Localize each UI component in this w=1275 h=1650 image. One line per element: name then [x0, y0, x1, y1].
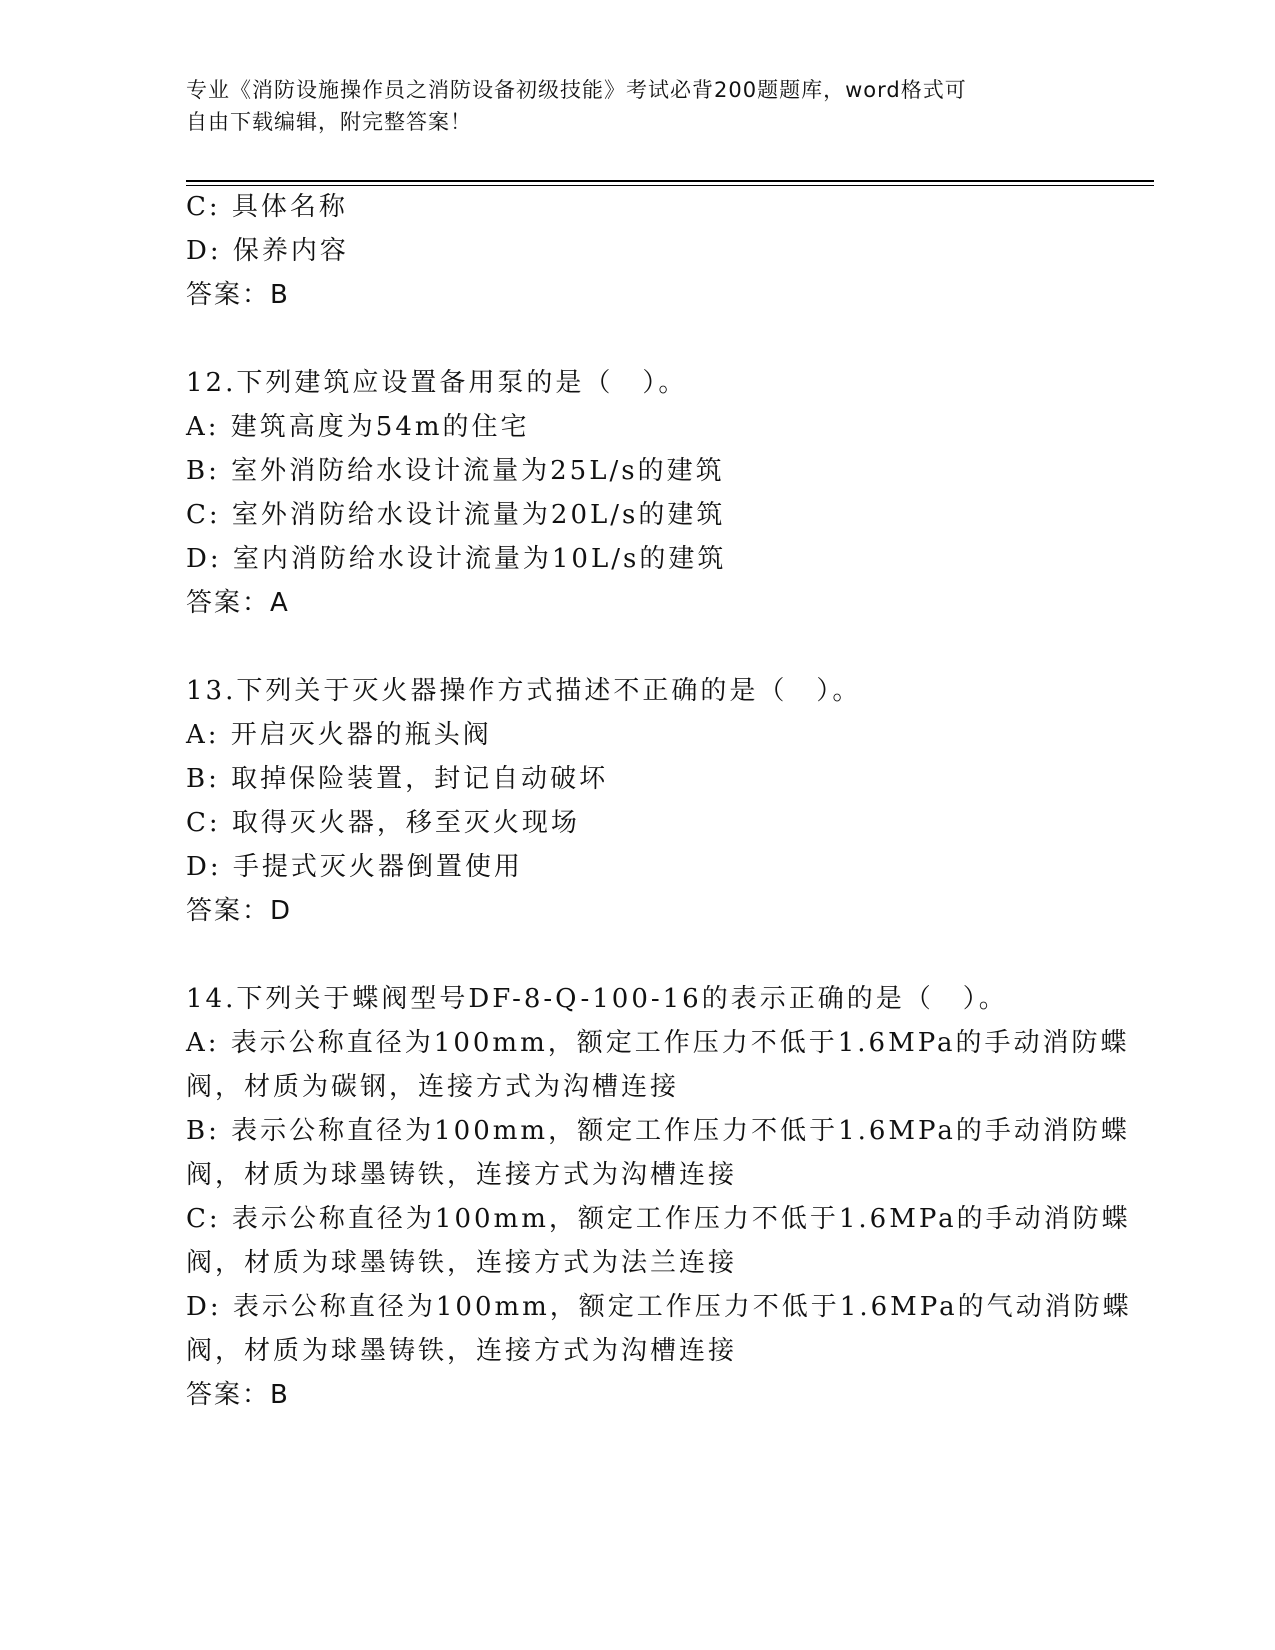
prev-option-d: D: 保养内容 — [186, 236, 349, 266]
prev-option-c: C: 具体名称 — [186, 192, 348, 222]
prev-answer: 答案：B — [186, 280, 290, 310]
q13-option-d: D: 手提式灭火器倒置使用 — [186, 852, 523, 882]
q14-stem: 14.下列关于蝶阀型号DF-8-Q-100-16的表示正确的是（ ）。 — [186, 984, 1008, 1014]
q13-option-a: A: 开启灭火器的瓶头阀 — [186, 720, 492, 750]
q14-option-c-line-1: C: 表示公称直径为100mm，额定工作压力不低于1.6MPa的手动消防蝶 — [186, 1204, 1131, 1234]
q12-option-c: C: 室外消防给水设计流量为20L/s的建筑 — [186, 500, 726, 530]
q12-option-a: A: 建筑高度为54m的住宅 — [186, 412, 530, 442]
q12-option-d: D: 室内消防给水设计流量为10L/s的建筑 — [186, 544, 727, 574]
q14-answer: 答案：B — [186, 1380, 290, 1410]
q13-answer: 答案：D — [186, 896, 293, 926]
q13-stem: 13.下列关于灭火器操作方式描述不正确的是（ ）。 — [186, 676, 862, 706]
q14-option-a-line-2: 阀，材质为碳钢，连接方式为沟槽连接 — [186, 1072, 680, 1102]
q14-option-b-line-2: 阀，材质为球墨铸铁，连接方式为沟槽连接 — [186, 1160, 738, 1190]
q14-option-d-line-1: D: 表示公称直径为100mm，额定工作压力不低于1.6MPa的气动消防蝶 — [186, 1292, 1132, 1322]
page-header — [186, 74, 1086, 138]
q12-stem: 12.下列建筑应设置备用泵的是（ ）。 — [186, 368, 688, 398]
q12-answer: 答案：A — [186, 588, 290, 618]
header-line-1: 专业《消防设施操作员之消防设备初级技能》考试必背200题题库，word格式可 — [186, 78, 967, 102]
q14-option-c-line-2: 阀，材质为球墨铸铁，连接方式为法兰连接 — [186, 1248, 738, 1278]
q14-option-d-line-2: 阀，材质为球墨铸铁，连接方式为沟槽连接 — [186, 1336, 738, 1366]
q12-option-b: B: 室外消防给水设计流量为25L/s的建筑 — [186, 456, 725, 486]
q14-option-a-line-1: A: 表示公称直径为100mm，额定工作压力不低于1.6MPa的手动消防蝶 — [186, 1028, 1130, 1058]
header-line-2: 自由下载编辑，附完整答案！ — [186, 110, 472, 134]
q14-option-b-line-1: B: 表示公称直径为100mm，额定工作压力不低于1.6MPa的手动消防蝶 — [186, 1116, 1130, 1146]
header-rule-thick — [186, 180, 1154, 182]
q13-option-c: C: 取得灭火器，移至灭火现场 — [186, 808, 580, 838]
q13-option-b: B: 取掉保险装置，封记自动破坏 — [186, 764, 609, 794]
